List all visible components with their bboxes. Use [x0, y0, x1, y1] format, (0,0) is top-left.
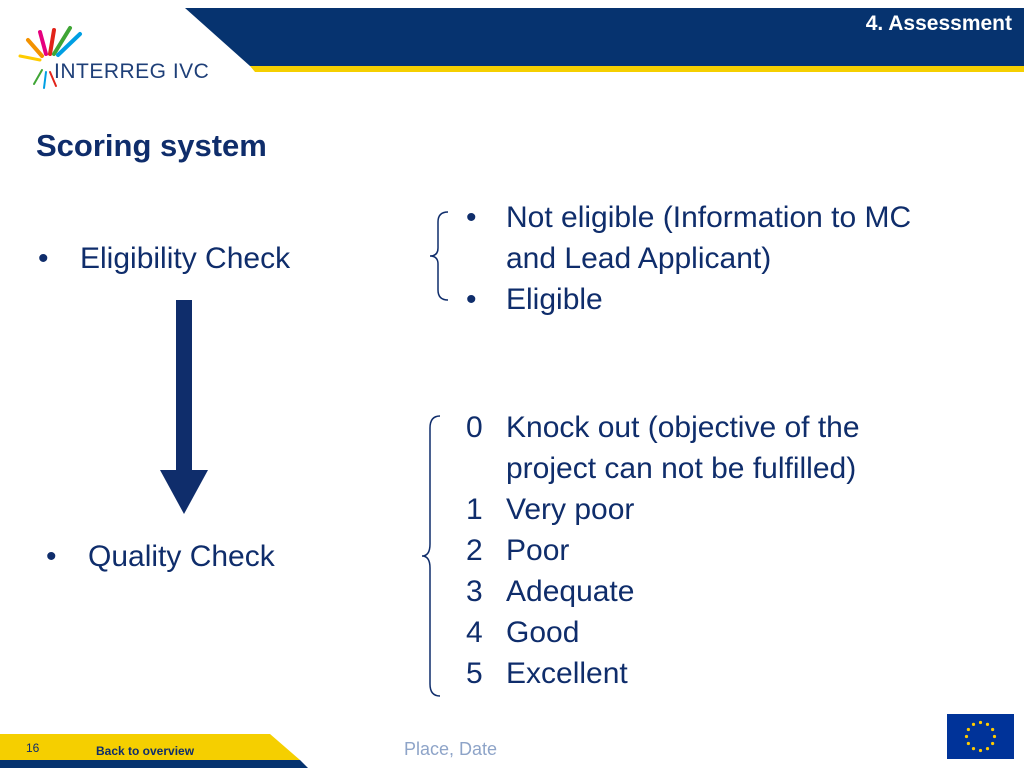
eu-star-icon: [979, 721, 982, 724]
eu-flag-icon: [947, 714, 1014, 759]
down-arrow-icon: [160, 300, 208, 516]
eu-star-icon: [967, 728, 970, 731]
logo-text: INTERREG IVC: [54, 60, 210, 83]
score-1-label: Very poor: [506, 493, 635, 526]
quality-check-label: Quality Check: [88, 540, 275, 573]
score-0-line-2: project can not be fulfilled): [506, 452, 857, 485]
eligibility-options-list: [466, 197, 1006, 321]
score-4-label: Good: [506, 616, 580, 649]
score-number: 0: [466, 411, 483, 444]
section-title: 4. Assessment: [865, 12, 1012, 35]
back-to-overview-link[interactable]: Back to overview: [96, 744, 195, 758]
eu-star-icon: [965, 735, 968, 738]
eu-star-icon: [967, 742, 970, 745]
place-date: Place, Date: [404, 739, 498, 759]
page-number: 16: [26, 741, 40, 755]
eu-star-icon: [972, 747, 975, 750]
eu-star-icon: [991, 728, 994, 731]
interreg-logo: [12, 22, 212, 94]
eu-star-icon: [991, 742, 994, 745]
eu-star-icon: [993, 735, 996, 738]
score-0-line-1: Knock out (objective of the: [506, 411, 860, 444]
score-number: 5: [466, 657, 483, 690]
score-number: 4: [466, 616, 483, 649]
option-eligible: Eligible: [506, 283, 603, 316]
score-5-label: Excellent: [506, 657, 628, 690]
eu-star-icon: [979, 749, 982, 752]
eu-star-icon: [986, 723, 989, 726]
score-2-label: Poor: [506, 534, 570, 567]
eu-star-icon: [972, 723, 975, 726]
bullet: •: [38, 242, 49, 275]
score-number: 3: [466, 575, 483, 608]
score-3-label: Adequate: [506, 575, 635, 608]
slide-title: Scoring system: [36, 128, 267, 163]
eligibility-brace-icon: [428, 210, 452, 302]
option-not-eligible-line-1: Not eligible (Information to MC: [506, 201, 912, 234]
eligibility-check-label: Eligibility Check: [80, 242, 291, 275]
quality-brace-icon: [420, 414, 444, 698]
eu-star-icon: [986, 747, 989, 750]
quality-scores-list: [466, 407, 1006, 697]
bullet: •: [466, 283, 477, 316]
score-number: 2: [466, 534, 483, 567]
bullet: •: [46, 540, 57, 573]
option-not-eligible-line-2: and Lead Applicant): [506, 242, 772, 275]
bullet: •: [466, 201, 477, 234]
score-number: 1: [466, 493, 483, 526]
